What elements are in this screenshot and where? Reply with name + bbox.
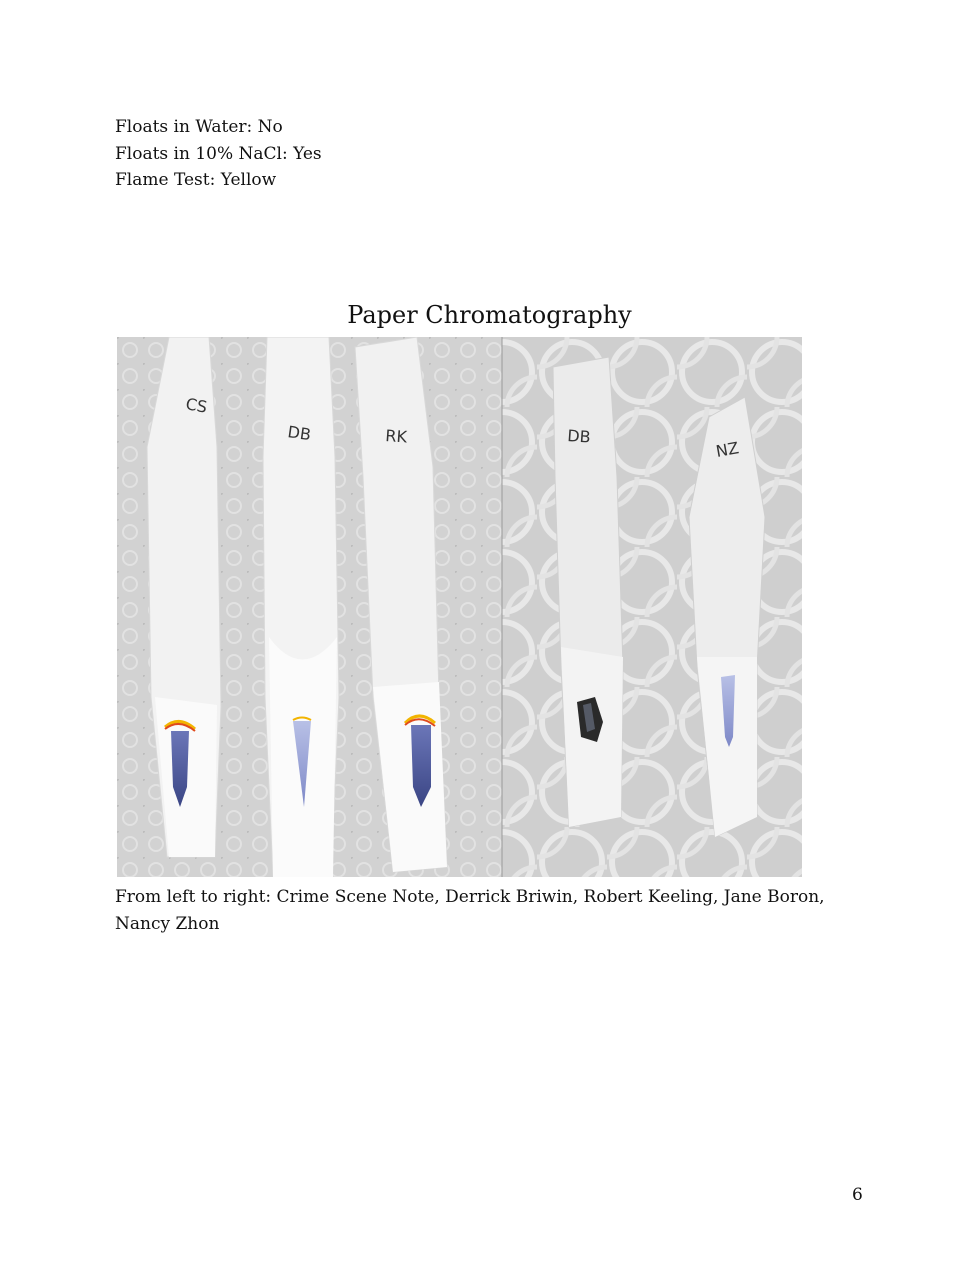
- strip-label-nz: NZ: [714, 438, 741, 461]
- test-results: [115, 114, 322, 194]
- strip-derrick-briwin: [263, 337, 339, 877]
- strip-label-db: DB: [286, 422, 313, 445]
- page-number: 6: [852, 1185, 863, 1205]
- figure-caption: From left to right: Crime Scene Note, Derrick Briwin, Robert Keeling, Jane Boron, Nancy Zhon: [115, 887, 825, 934]
- figure-title: Paper Chromatography: [347, 301, 632, 329]
- strip-label-db-2: DB: [566, 426, 592, 447]
- strip-label-cs: CS: [184, 394, 209, 417]
- result-flame-test: Flame Test: Yellow: [115, 170, 277, 190]
- result-floats-nacl: Floats in 10% NaCl: Yes: [115, 143, 322, 164]
- result-floats-water: Floats in Water: No: [115, 117, 283, 137]
- strip-label-rk: RK: [384, 426, 408, 447]
- chromatography-photo: [117, 337, 802, 877]
